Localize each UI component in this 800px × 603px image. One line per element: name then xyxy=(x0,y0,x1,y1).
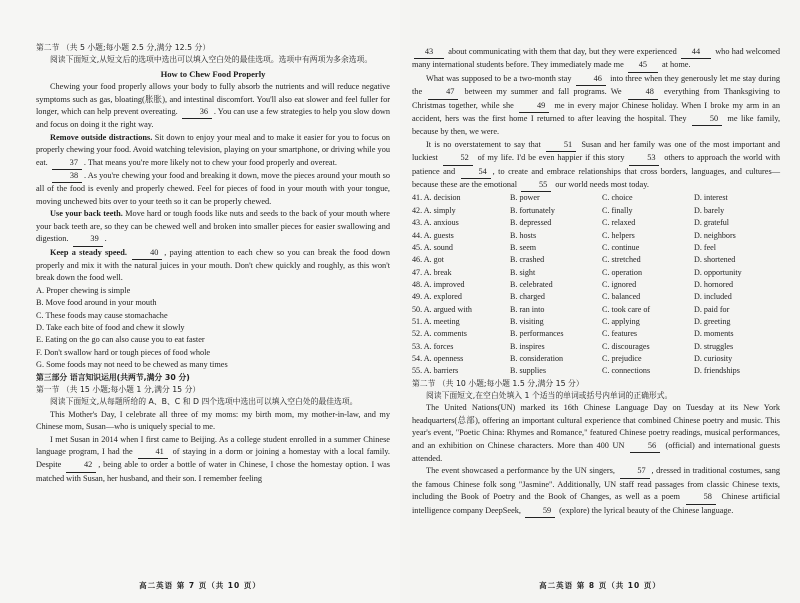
right-page xyxy=(400,0,800,603)
choice-55-d[interactable]: D. friendships xyxy=(694,366,740,376)
blank-58[interactable]: 58 xyxy=(686,491,716,504)
choice-46-c[interactable]: C. stretched xyxy=(602,255,641,265)
blank-56[interactable]: 56 xyxy=(630,440,660,453)
choice-52-c[interactable]: C. features xyxy=(602,329,638,339)
choice-46-a[interactable]: 46. A. got xyxy=(412,255,444,265)
choice-51-c[interactable]: C. applying xyxy=(602,316,640,326)
subheading-steady-speed: Keep a steady speed. xyxy=(50,247,127,257)
text-segment: who had welcomed many international students before. They immediately made me xyxy=(412,47,781,70)
choice-43-b[interactable]: B. depressed xyxy=(510,218,552,228)
text-segment: of my life. I'd be even happier if this story xyxy=(477,153,625,163)
options-list xyxy=(36,285,390,372)
text-segment: That means you're more likely not to chew your food properly and overeat. xyxy=(87,157,337,167)
choice-53-d[interactable]: D. struggles xyxy=(694,341,734,351)
blank-59[interactable]: 59 xyxy=(525,505,555,518)
option-a[interactable]: A. Proper chewing is simple xyxy=(36,285,131,295)
subheading-distractions: Remove outside distractions. xyxy=(50,132,153,142)
option-e[interactable]: E. Eating on the go can also cause you to eat faster xyxy=(36,335,205,345)
choice-47-c[interactable]: C. operation xyxy=(602,267,643,277)
blank-57[interactable]: 57 xyxy=(620,465,650,478)
grammar-section-heading: 第二节 （共 10 小题;每小题 1.5 分,满分 15 分） xyxy=(412,378,584,388)
choice-50-b[interactable]: B. ran into xyxy=(510,304,545,314)
choice-49-d[interactable]: D. included xyxy=(694,292,732,302)
grammar-paragraph-1 xyxy=(412,402,780,465)
text-segment: (explore) the lyrical beauty of the Chinese language. xyxy=(559,505,734,515)
choice-54-d[interactable]: D. curiosity xyxy=(694,353,733,363)
choice-42-a[interactable]: 42. A. simply xyxy=(412,205,456,215)
text-segment: The United Nations(UN) marked its 16th Chinese Language Day on Tuesday at its New York headquarters(总部), offering an important cultural experience that combined Chinese poetry and music. This year's event, "Poetic China: Rhymes and Romance," featured Chinese poetry readings, musical performances, and an exhibition on Chinese characters. More than 400 UN xyxy=(412,403,780,450)
text-segment: at home. xyxy=(661,60,691,70)
blank-38[interactable]: 38 xyxy=(52,170,82,183)
text-segment: about communicating with them that day, but they were experienced xyxy=(448,47,677,56)
choice-41-c[interactable]: C. choice xyxy=(602,193,633,203)
cloze-paragraph-1: This Mother's Day, I celebrate all three of my moms: my birth mom, my mother-in-law, and my Chinese mom, Susan—who is uniquely special to me. xyxy=(36,409,390,432)
choice-52-a[interactable]: 52. A. comments xyxy=(412,329,467,339)
text-segment: What was supposed to be a two-month stay xyxy=(426,73,572,83)
part3-section1-instructions: 阅读下面短文,从每题所给的 A、B、C 和 D 四个选项中选出可以填入空白处的最佳选项。 xyxy=(50,397,358,407)
choice-49-c[interactable]: C. balanced xyxy=(602,292,641,302)
choice-48-a[interactable]: 48. A. improved xyxy=(412,279,465,289)
text-segment: me in every major Chinese holiday. When I broke my arm in an accident, hers was the first home I returned to after leaving the hospital. They xyxy=(412,100,781,124)
passage-title: How to Chew Food Properly xyxy=(160,68,266,79)
choice-50-d[interactable]: D. paid for xyxy=(694,304,730,314)
choice-51-d[interactable]: D. greeting xyxy=(694,316,731,326)
text-segment: It is no overstatement to say that xyxy=(426,139,541,149)
option-c[interactable]: C. These foods may cause stomachache xyxy=(36,310,168,320)
choice-44-b[interactable]: B. hosts xyxy=(510,230,537,240)
blank-36[interactable]: 36 xyxy=(182,106,212,119)
paragraph-1: Chewing your food properly allows your body to fully absorb the nutrients and will reduce negative symptoms such as gas, bloating(胀胀), and intestinal discomfort. You'll also eat slower and feel fuller for longer, which can help prevent overeating. 36 . You can use a few strategies to help you slow down and focus on doing it the right way. xyxy=(36,82,390,130)
part3-heading: 第三部分 语言知识运用(共两节,满分 30 分) xyxy=(36,372,190,382)
choice-43-d[interactable]: D. grateful xyxy=(694,218,730,228)
text-segment: Susan and her family was one of the most important and luckiest xyxy=(412,139,781,163)
choices-grid xyxy=(412,192,780,377)
text-segment: I met Susan in 2014 when I first came to Beijing. As a college student enrolled in a summer Chinese language program, I had the xyxy=(36,434,390,456)
blank-53[interactable]: 53 xyxy=(629,152,659,165)
blank-52[interactable]: 52 xyxy=(443,152,473,165)
choice-44-d[interactable]: D. neighbors xyxy=(694,230,736,240)
blank-41[interactable]: 41 xyxy=(138,446,168,459)
choice-44-c[interactable]: C. helpers xyxy=(602,230,635,240)
paragraph-5 xyxy=(36,247,390,285)
text-segment: As you're chewing your food and breaking it down, move the pieces around your mouth so all of the food is evenly and properly chewed. Feel for pieces of food in your mouth with your tongue, moving unchewed bits over to your teeth so it can be properly chewed. xyxy=(36,171,390,206)
choice-41-d[interactable]: D. interest xyxy=(694,193,728,203)
choice-51-b[interactable]: B. visiting xyxy=(510,316,544,326)
blank-50[interactable]: 50 xyxy=(692,113,722,126)
choice-47-a[interactable]: 47. A. break xyxy=(412,267,452,277)
text-segment: into three when they generously let me stay during the xyxy=(412,73,781,97)
right-column xyxy=(412,46,780,518)
left-column xyxy=(36,42,390,485)
text-segment: , dressed in traditional costumes, sang the famous Chinese folk song "Jasmine". Additionally, UN staff read passages from classic Chinese texts, including the Book of Poetry and the Book of Changes, as well as a poem xyxy=(412,466,781,502)
text-segment: everything from Thanksgiving to Christmas together, while she xyxy=(412,87,780,110)
choice-48-c[interactable]: C. ignored xyxy=(602,279,637,289)
cloze-paragraph-2 xyxy=(36,434,390,486)
choice-51-a[interactable]: 51. A. meeting xyxy=(412,316,460,326)
text-segment: others to approach the world with patience and xyxy=(412,153,780,176)
text-segment: Move hard or tough foods like nuts and seeds to the back of your mouth where your back teeth are, so they can be chewed well and broken into smaller pieces for easier swallowing and digestion. xyxy=(36,209,390,244)
section2-instructions: 阅读下面短文,从短文后的选项中选出可以填入空白处的最佳选项。选项中有两项为多余选项。 xyxy=(50,55,373,65)
choice-53-a[interactable]: 53. A. forces xyxy=(412,341,454,351)
choice-50-a[interactable]: 50. A. argued with xyxy=(412,304,472,314)
choice-54-b[interactable]: B. consideration xyxy=(510,353,564,363)
text-segment: between my summer and fall programs. We xyxy=(464,87,622,97)
text-segment: You can use a few strategies to help you slow down and focus on doing it the right way. xyxy=(36,107,390,130)
choice-43-a[interactable]: 43. A. anxious xyxy=(412,218,459,228)
option-d[interactable]: D. Take each bite of food and chew it slowly xyxy=(36,322,185,332)
choice-45-a[interactable]: 45. A. sound xyxy=(412,242,453,252)
choice-55-b[interactable]: B. supplies xyxy=(510,366,546,376)
choice-41-a[interactable]: 41. A. decision xyxy=(412,193,461,203)
choice-41-b[interactable]: B. power xyxy=(510,193,540,203)
blank-42[interactable]: 42 xyxy=(66,459,96,472)
choice-43-c[interactable]: C. relaxed xyxy=(602,218,636,228)
blank-40[interactable]: 40 xyxy=(132,247,162,260)
blank-54[interactable]: 54 xyxy=(461,166,491,179)
blank-48[interactable]: 48 xyxy=(628,86,658,99)
choice-42-d[interactable]: D. barely xyxy=(694,205,725,215)
page-footer-right: 高二英语 第 8 页（共 10 页） xyxy=(539,581,661,590)
blank-46[interactable]: 46 xyxy=(576,73,606,86)
choice-45-b[interactable]: B. seem xyxy=(510,242,537,252)
blank-43[interactable]: 43 xyxy=(414,46,444,59)
text-segment: Chewing your food properly allows your body to fully absorb the nutrients and will reduce negative symptoms such as gas, bloating(胀胀), and intestinal discomfort. You'll also eat slower and feel fuller for longer, which can help prevent overeating. xyxy=(36,82,390,117)
choice-50-c[interactable]: C. took care of xyxy=(602,304,651,314)
paragraph-2: Remove outside distractions. Sit down to enjoy your meal and to make it easier for you to focus on properly chewing your food. Avoid watching television, playing on your smartphone, or driving while you eat. 37 . That means you're more likely not to chew your food properly and overeat. xyxy=(36,132,390,170)
choice-55-c[interactable]: C. connections xyxy=(602,366,651,376)
choice-48-d[interactable]: D. hornored xyxy=(694,279,734,289)
subheading-back-teeth: Use your back teeth. xyxy=(50,209,123,219)
blank-37[interactable]: 37 xyxy=(52,157,82,170)
option-b[interactable]: B. Move food around in your mouth xyxy=(36,298,157,308)
text-segment: Chinese artificial intelligence company DeepSeek, xyxy=(412,492,781,515)
cloze-paragraph-5 xyxy=(412,139,780,193)
paragraph-3: 38 . As you're chewing your food and breaking it down, move the pieces around your mouth so all of the food is evenly and properly chewed. Feel for pieces of food in your mouth with your tongue, moving unchewed bits over to your teeth so it can be properly chewed. xyxy=(36,171,390,206)
choice-42-c[interactable]: C. finally xyxy=(602,205,633,215)
choice-49-b[interactable]: B. charged xyxy=(510,292,545,302)
blank-51[interactable]: 51 xyxy=(546,139,576,152)
choice-42-b[interactable]: B. fortunately xyxy=(510,205,555,215)
paragraph-4: Use your back teeth. Move hard or tough foods like nuts and seeds to the back of your mouth where your back teeth are, so they can be chewed well and broken into smaller pieces for easier swallowing and digestion. 39 . xyxy=(36,208,390,246)
text-segment: , paying attention to each chew so you can break the food down properly and mix it with the natural juices in your mouth. Don't chew quickly and roughly, as this won't break down the food well. xyxy=(36,247,391,283)
cloze-paragraph-4 xyxy=(412,73,780,139)
choice-46-d[interactable]: D. shortened xyxy=(694,255,736,265)
option-g[interactable]: G. Some foods may not need to be chewed as many times xyxy=(36,360,228,370)
grammar-paragraph-2 xyxy=(412,465,780,518)
grammar-section-instructions: 阅读下面短文,在空白处填入 1 个适当的单词或括号内单词的正确形式。 xyxy=(426,391,673,401)
choice-52-b[interactable]: B. performances xyxy=(510,329,564,339)
choice-47-d[interactable]: D. opportunity xyxy=(694,267,742,277)
text-segment: , being able to order a bottle of water in Chinese, I chose the homestay option. I was matched with Susan, her husband, and their son. I remember feeling xyxy=(36,460,390,483)
text-segment: The event showcased a performance by the UN singers, xyxy=(426,466,615,476)
choice-53-b[interactable]: B. inspires xyxy=(510,341,545,351)
section2-heading: 第二节 （共 5 小题;每小题 2.5 分,满分 12.5 分） xyxy=(36,43,211,52)
cloze-paragraph-3 xyxy=(412,46,780,73)
text-segment: our world needs most today. xyxy=(555,180,649,190)
choice-54-c[interactable]: C. prejudice xyxy=(602,353,642,363)
choice-53-c[interactable]: C. discourages xyxy=(602,341,650,351)
choice-44-a[interactable]: 44. A. guests xyxy=(412,230,454,240)
blank-47[interactable]: 47 xyxy=(428,86,458,99)
text-segment: (official) and international guests attended. xyxy=(412,440,780,464)
blank-49[interactable]: 49 xyxy=(519,100,549,113)
text-segment: , to create and embrace relationships that cross borders, languages, and cultures—because these are the emotional xyxy=(412,166,781,190)
choice-49-a[interactable]: 49. A. explored xyxy=(412,292,462,302)
text-segment: of staying in a dorm or joining a homestay with a local family. Despite xyxy=(36,447,390,470)
page-footer-left: 高二英语 第 7 页（共 10 页） xyxy=(139,581,261,590)
choice-46-b[interactable]: B. crashed xyxy=(510,255,545,265)
blank-45[interactable]: 45 xyxy=(628,59,658,72)
choice-55-a[interactable]: 55. A. barriers xyxy=(412,366,459,376)
choice-45-d[interactable]: D. feel xyxy=(694,242,717,252)
blank-44[interactable]: 44 xyxy=(681,46,711,59)
text-segment: me like family, because by then, we were. xyxy=(412,114,781,137)
choice-47-b[interactable]: B. sight xyxy=(510,267,536,277)
choice-54-a[interactable]: 54. A. openness xyxy=(412,353,464,363)
choice-45-c[interactable]: C. continue xyxy=(602,242,640,252)
text-segment: Sit down to enjoy your meal and to make it easier for you to focus on properly chewing your food. Avoid watching television, playing on your smartphone, or driving while you eat. xyxy=(36,132,390,167)
blank-55[interactable]: 55 xyxy=(521,179,551,192)
option-f[interactable]: F. Don't swallow hard or tough pieces of food whole xyxy=(36,347,211,357)
blank-39[interactable]: 39 xyxy=(73,233,103,246)
choice-52-d[interactable]: D. moments xyxy=(694,329,734,339)
choice-48-b[interactable]: B. celebrated xyxy=(510,279,553,289)
part3-section1-heading: 第一节 （共 15 小题;每小题 1 分,满分 15 分） xyxy=(36,384,201,394)
